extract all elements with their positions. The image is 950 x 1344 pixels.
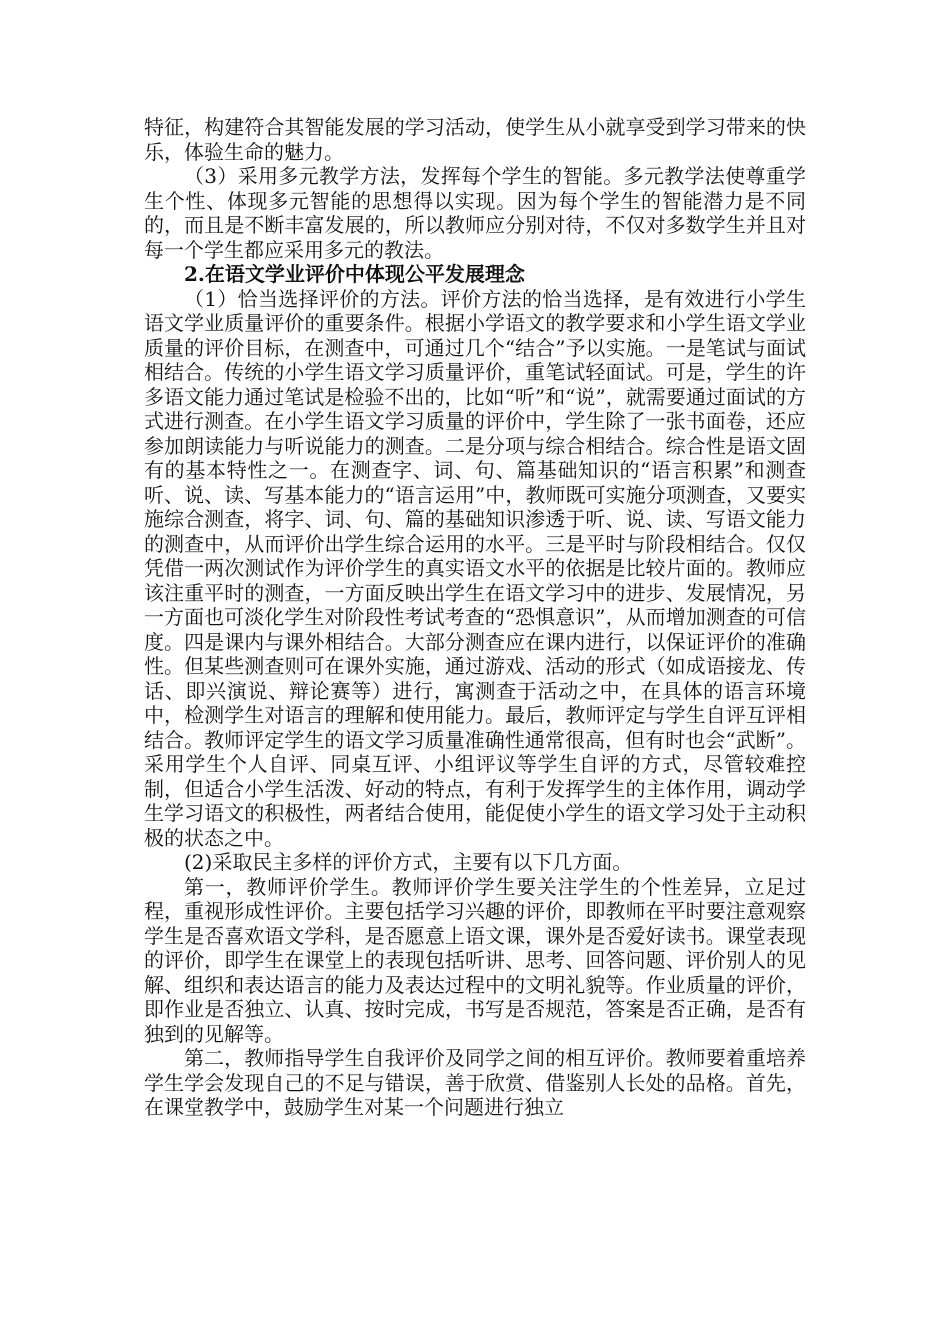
paragraph-self-evaluation: 第二，教师指导学生自我评价及同学之间的相互评价。教师要着重培养学生学会发现自己的不足与错误，善于欣赏、借鉴别人长处的品格。首先，在课堂教学中，鼓励学生对某一个问题进行独立 [144,1046,806,1119]
paragraph-continued: 特征，构建符合其智能发展的学习活动，使学生从小就享受到学习带来的快乐，体验生命的魅力。 [144,115,806,164]
paragraph-evaluation-forms: (2)采取民主多样的评价方式，主要有以下几方面。 [184,850,633,874]
document-page [144,115,806,1120]
paragraph-teacher-evaluation: 第一，教师评价学生。教师评价学生要关注学生的个性差异，立足过程，重视形成性评价。主要包括学习兴趣的评价，即教师在平时要注意观察学生是否喜欢语文学科，是否愿意上语文课，课外是否爱好读书。课堂表现的评价，即学生在课堂上的表现包括听讲、思考、回答问题、评价别人的见解、组织和表达语言的能力及表达过程中的文明礼貌等。作业质量的评价，即作业是否独立、认真、按时完成，书写是否规范，答案是否正确，是否有独到的见解等。 [144,874,806,1046]
paragraph-evaluation-method: （1）恰当选择评价的方法。评价方法的恰当选择，是有效进行小学生语文学业质量评价的重要条件。根据小学语文的教学要求和小学生语文学业质量的评价目标，在测查中，可通过几个“结合”予以实施。一是笔试与面试相结合。传统的小学生语文学习质量评价，重笔试轻面试。可是，学生的许多语文能力通过笔试是检验不出的，比如“听”和“说”，就需要通过面试的方式进行测查。在小学生语文学习质量的评价中，学生除了一张书面卷，还应参加朗读能力与听说能力的测查。二是分项与综合相结合。综合性是语文固有的基本特性之一。在测查字、词、句、篇基础知识的“语言积累”和测查听、说、读、写基本能力的“语言运用”中，教师既可实施分项测查，又要实施综合测查，将字、词、句、篇的基础知识渗透于听、说、读、写语文能力的测查中，从而评价出学生综合运用的水平。三是平时与阶段相结合。仅仅凭借一两次测试作为评价学生的真实语文水平的依据是比较片面的。教师应该注重平时的测查，一方面反映出学生在语文学习中的进步、发展情况，另一方面也可淡化学生对阶段性考试考查的“恐惧意识”，从而增加测查的可信度。四是课内与课外相结合。大部分测查应在课内进行，以保证评价的准确性。但某些测查则可在课外实施，通过游戏、活动的形式（如成语接龙、传话、即兴演说、辩论赛等）进行，寓测查于活动之中，在具体的语言环境中，检测学生对语言的理解和使用能力。最后，教师评定与学生自评互评相结合。教师评定学生的语文学习质量准确性通常很高，但有时也会“武断”。采用学生个人自评、同桌互评、小组评议等学生自评的方式，尽管较难控制，但适合小学生活泼、好动的特点，有利于发挥学生的主体作用，调动学生学习语文的积极性，两者结合使用，能促使小学生的语文学习处于主动积极的状态之中。 [144,286,806,850]
paragraph-teaching-method: （3）采用多元教学方法，发挥每个学生的智能。多元教学法使尊重学生个性、体现多元智能的思想得以实现。因为每个学生的智能潜力是不同的，而且是不断丰富发展的，所以教师应分别对待，不仅对多数学生并且对每一个学生都应采用多元的教法。 [144,164,806,262]
section-heading: 2.在语文学业评价中体现公平发展理念 [184,262,525,286]
